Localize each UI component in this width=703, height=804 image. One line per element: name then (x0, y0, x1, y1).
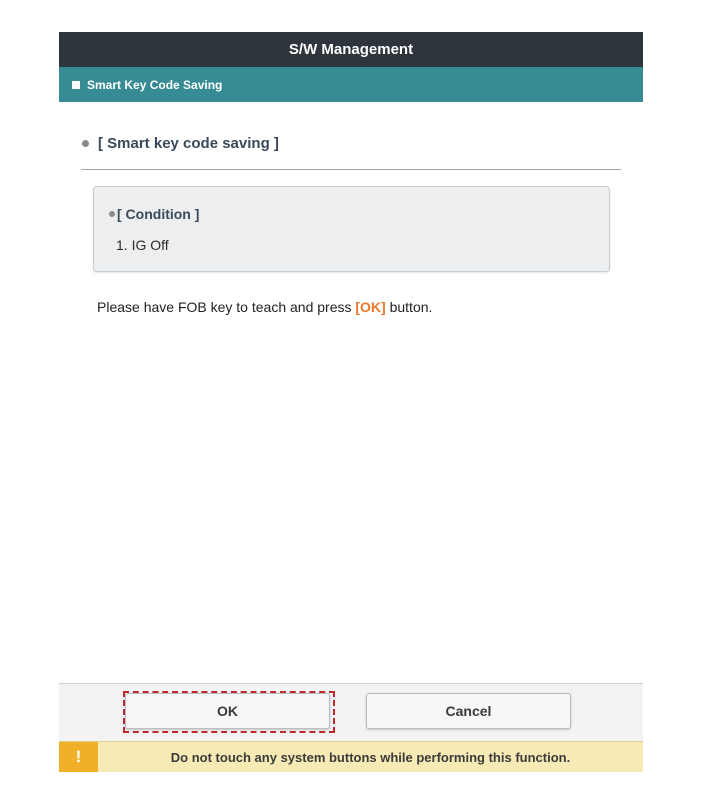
subheader-label: Smart Key Code Saving (87, 77, 223, 92)
condition-item: 1. IG Off (116, 237, 169, 253)
button-bar (59, 683, 643, 741)
title-bar (59, 32, 643, 67)
instruction-highlight: [OK] (355, 299, 386, 315)
instruction-before: Please have FOB key to teach and press (97, 299, 356, 315)
instruction-after: button. (385, 299, 433, 315)
window-title: S/W Management (288, 41, 414, 58)
instruction-text (97, 299, 432, 315)
sw-management-window (59, 32, 643, 772)
bullet-icon (109, 211, 115, 217)
condition-title (109, 206, 199, 222)
condition-box (93, 186, 610, 272)
warning-icon: ! (59, 742, 98, 772)
bullet-icon (82, 140, 89, 147)
warning-bar (59, 741, 643, 772)
condition-title-text: [ Condition ] (117, 206, 200, 222)
subheader-bar (59, 67, 643, 102)
cancel-button[interactable]: Cancel (366, 693, 571, 729)
ok-button[interactable]: OK (125, 693, 330, 729)
section-heading-text: [ Smart key code saving ] (98, 135, 279, 152)
section-heading (82, 135, 279, 152)
section-divider (81, 169, 621, 170)
warning-text: Do not touch any system buttons while performing this function. (170, 749, 571, 765)
square-bullet-icon (72, 81, 80, 89)
